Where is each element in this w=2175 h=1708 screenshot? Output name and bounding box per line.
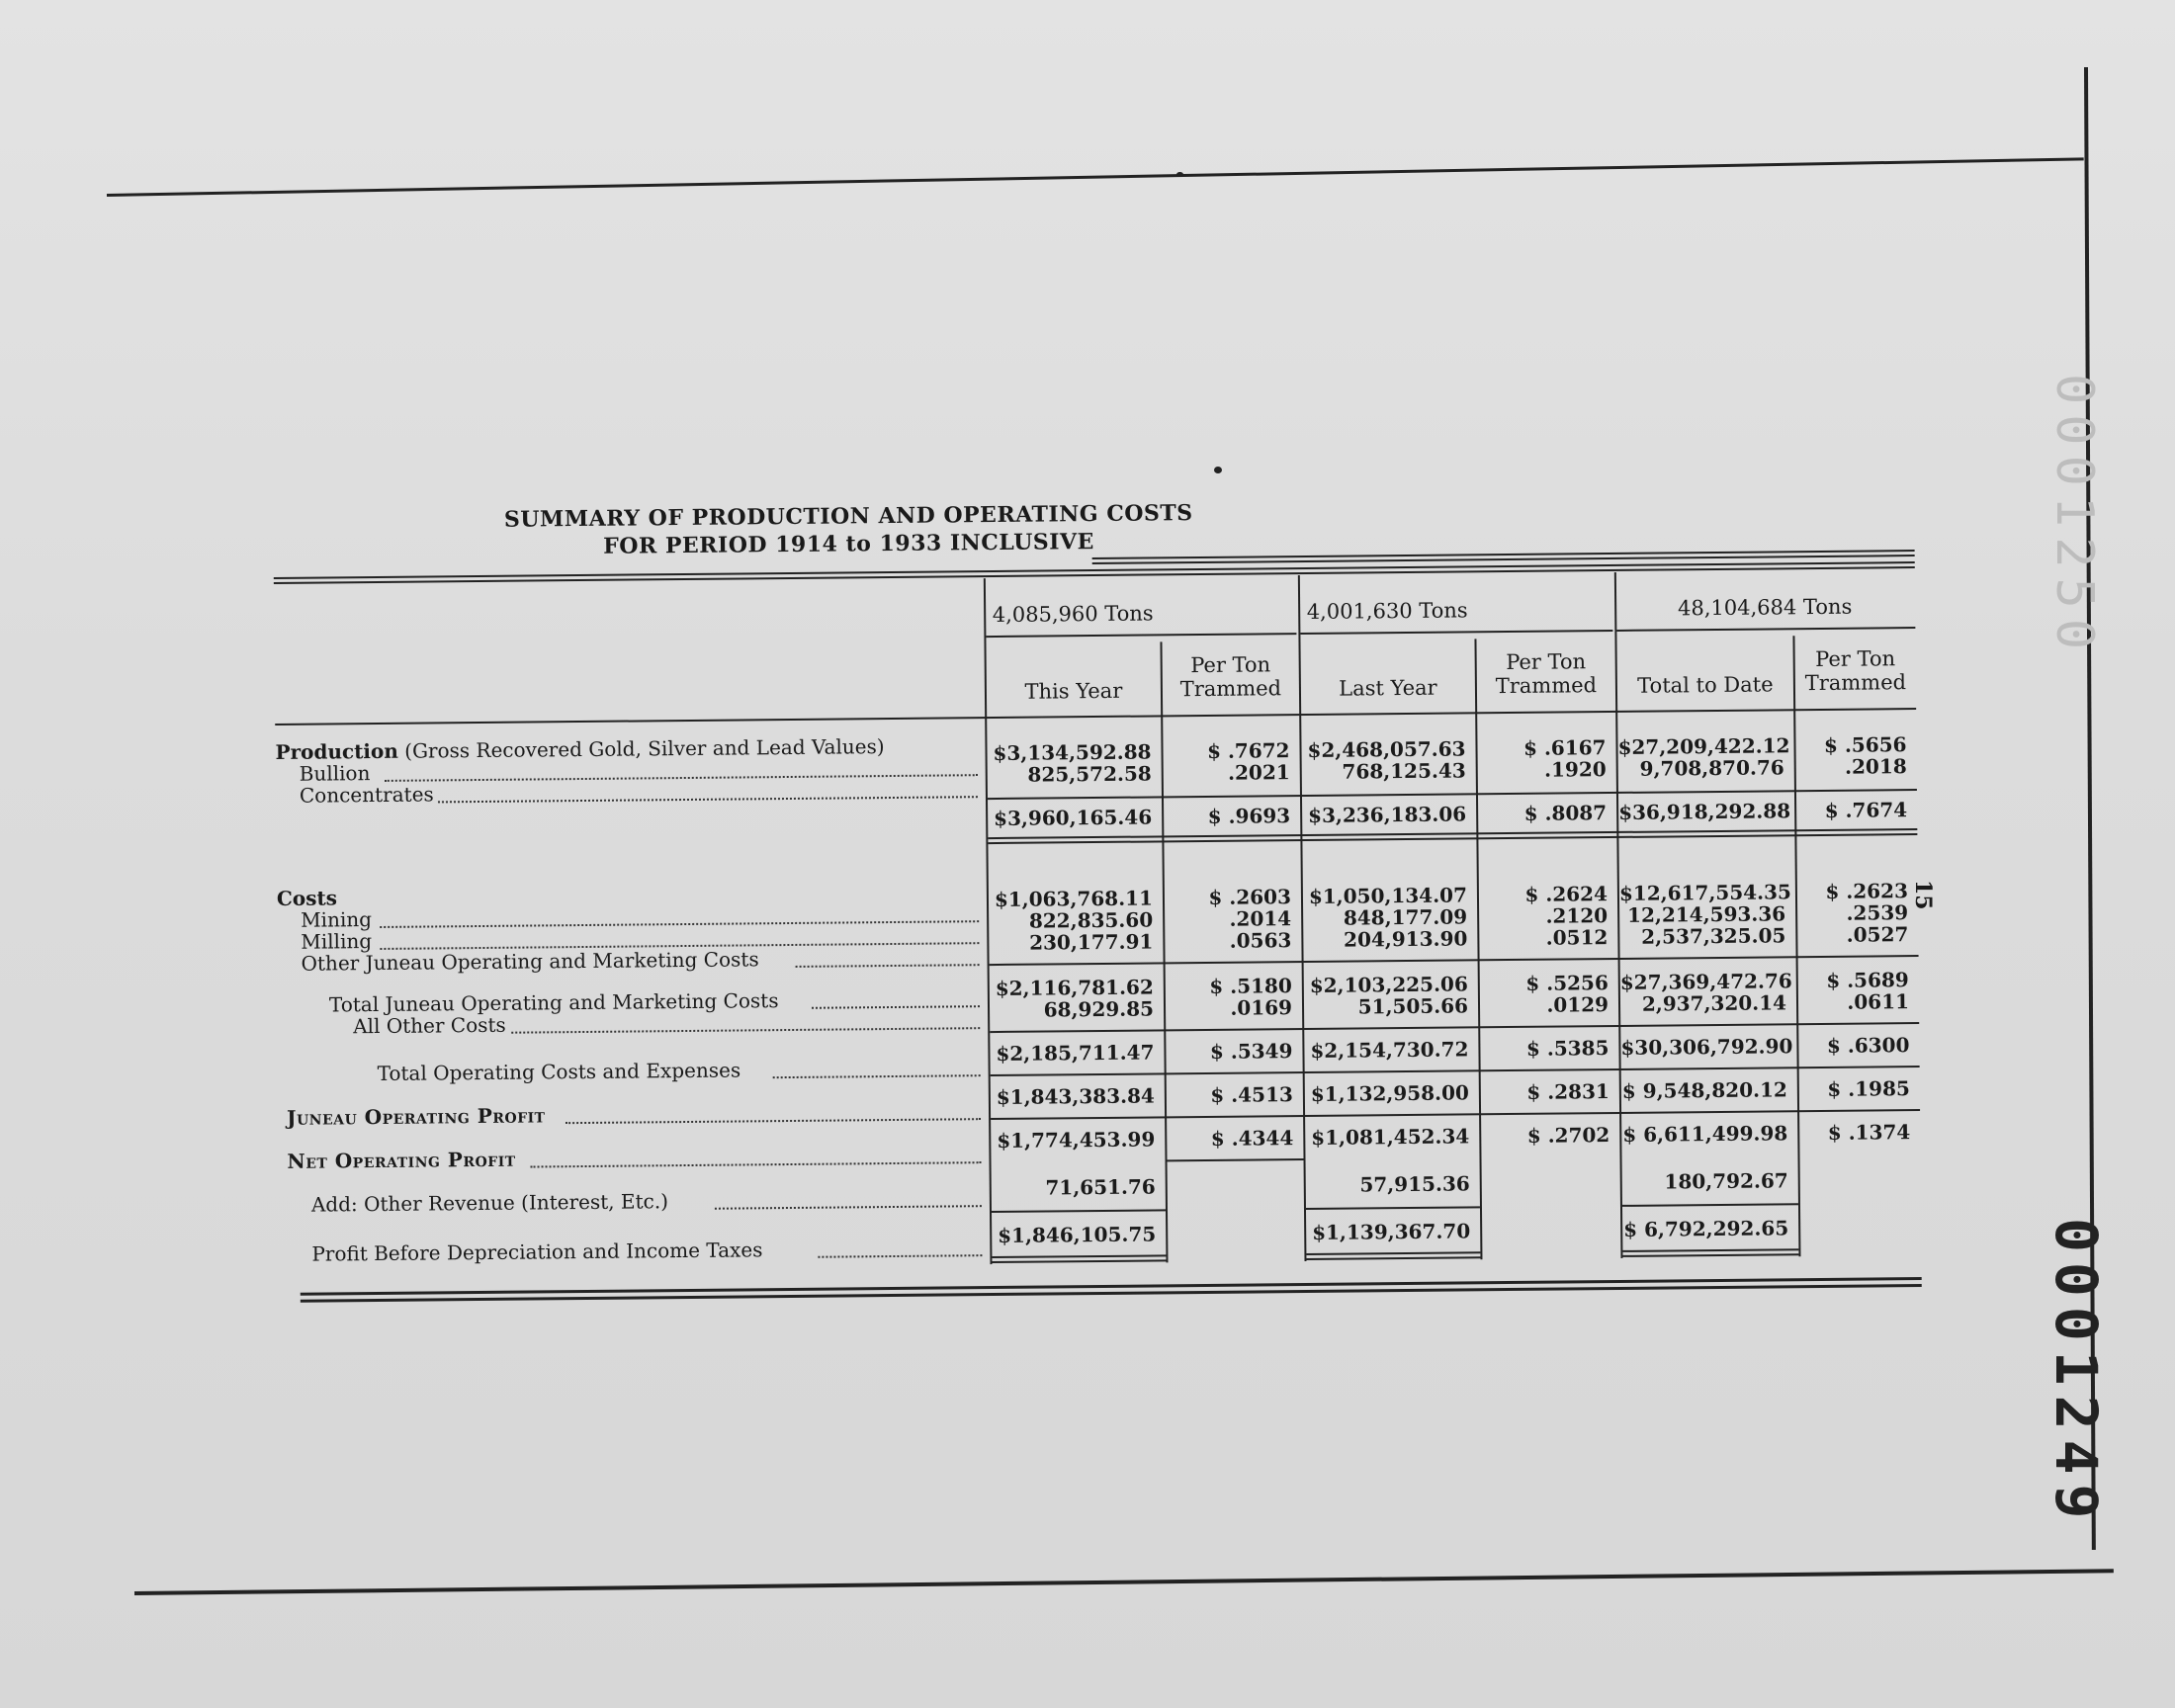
- milling-per-ton-td: .2539: [1846, 900, 1909, 925]
- label-bullion: Bullion: [299, 761, 371, 786]
- other-juneau-per-ton-ly: .0512: [1545, 925, 1609, 950]
- all-other-last-year: 51,505.66: [1357, 993, 1469, 1019]
- mining-per-ton-td: $ .2623: [1825, 879, 1909, 903]
- production-total-per-ton-ty: $ .9693: [1207, 804, 1291, 828]
- net-profit-this-year: $1,774,453.99: [997, 1127, 1156, 1153]
- header-this-year: This Year: [1024, 678, 1123, 704]
- total-double-rule: [988, 828, 1917, 844]
- milling-last-year: 848,177.09: [1343, 904, 1468, 930]
- all-other-per-ton-td: .0611: [1847, 989, 1910, 1014]
- juneau-profit-last-year: $1,132,958.00: [1310, 1080, 1469, 1106]
- column-divider: [1160, 641, 1168, 1262]
- subtotal-rule: [992, 1209, 1166, 1213]
- total-operating-last-year: $2,154,730.72: [1310, 1037, 1469, 1063]
- total-juneau-per-ton-ty: $ .5180: [1209, 974, 1292, 998]
- total-juneau-per-ton-td: $ .5689: [1826, 968, 1909, 992]
- label-concentrates: Concentrates: [299, 782, 434, 808]
- ink-speck: [1176, 172, 1183, 177]
- all-other-this-year: 68,929.85: [1043, 996, 1155, 1022]
- bullion-per-ton-ly: $ .6167: [1522, 735, 1607, 760]
- label-total-operating: Total Operating Costs and Expenses: [377, 1058, 741, 1086]
- final-double-rule: [992, 1254, 1166, 1263]
- juneau-profit-per-ton-ty: $ .4513: [1210, 1082, 1293, 1107]
- concentrates-total: 9,708,870.76: [1639, 755, 1784, 781]
- all-other-per-ton-ty: .0169: [1230, 995, 1293, 1020]
- mining-per-ton-ty: $ .2603: [1208, 885, 1292, 909]
- other-juneau-total: 2,537,325.05: [1641, 923, 1786, 949]
- mining-per-ton-ly: $ .2624: [1524, 882, 1609, 906]
- profit-before-total: $ 6,792,292.65: [1623, 1216, 1789, 1241]
- juneau-profit-total: $ 9,548,820.12: [1621, 1077, 1787, 1103]
- top-border-rule: [107, 157, 2084, 197]
- header-per-ton-2: Per Ton Trammed: [1495, 649, 1598, 699]
- table-top-double-rule: [274, 561, 1915, 584]
- milling-per-ton-ty: .2014: [1229, 906, 1292, 931]
- all-other-total: 2,937,320.14: [1641, 990, 1787, 1016]
- net-profit-last-year: $1,081,452.34: [1311, 1124, 1470, 1150]
- leader-dots: [566, 1118, 981, 1124]
- subtotal-rule: [991, 1066, 1920, 1076]
- bottom-border-rule: [134, 1569, 2114, 1595]
- label-mining: Mining: [301, 907, 373, 932]
- label-production: Production (Gross Recovered Gold, Silver and Lead Values): [275, 734, 885, 764]
- production-total-per-ton-td: $ .7674: [1824, 798, 1908, 822]
- leader-dots: [380, 920, 979, 928]
- table-bottom-double-rule: [301, 1277, 1922, 1303]
- milling-this-year: 822,835.60: [1028, 907, 1154, 933]
- group-tons-last-year: 4,001,630 Tons: [1306, 598, 1468, 624]
- group-tons-total: 48,104,684 Tons: [1677, 594, 1853, 621]
- leader-dots: [773, 1074, 981, 1078]
- group-rule: [1616, 627, 1915, 632]
- label-juneau-profit: Juneau Operating Profit: [286, 1103, 546, 1130]
- label-other-revenue: Add: Other Revenue (Interest, Etc.): [310, 1189, 669, 1217]
- concentrates-last-year: 768,125.43: [1342, 758, 1466, 784]
- column-divider: [1474, 639, 1482, 1259]
- summary-table: [273, 478, 1926, 1334]
- total-juneau-total: $27,369,472.76: [1619, 969, 1792, 994]
- subtotal-rule: [1622, 1203, 1798, 1207]
- milling-per-ton-ly: .2120: [1545, 903, 1609, 928]
- total-juneau-per-ton-ly: $ .5256: [1525, 971, 1609, 995]
- total-operating-per-ton-td: $ .6300: [1826, 1033, 1910, 1058]
- group-rule: [1300, 630, 1612, 635]
- bullion-this-year: $3,134,592.88: [993, 739, 1152, 766]
- profit-before-last-year: $1,139,367.70: [1312, 1219, 1471, 1244]
- other-juneau-per-ton-td: .0527: [1846, 922, 1909, 947]
- subtotal-rule: [1306, 1206, 1480, 1210]
- production-total-total: $36,918,292.88: [1618, 799, 1791, 824]
- label-all-other: All Other Costs: [353, 1012, 506, 1039]
- bullion-last-year: $2,468,057.63: [1307, 736, 1466, 762]
- bullion-per-ton-td: $ .5656: [1823, 732, 1907, 757]
- total-operating-this-year: $2,185,711.47: [996, 1040, 1155, 1067]
- juneau-profit-per-ton-td: $ .1985: [1827, 1076, 1910, 1101]
- header-total-to-date: Total to Date: [1637, 672, 1774, 698]
- leader-dots: [818, 1254, 982, 1258]
- net-profit-per-ton-td: $ .1374: [1827, 1120, 1911, 1145]
- label-total-juneau: Total Juneau Operating and Marketing Costs: [328, 988, 779, 1017]
- juneau-profit-per-ton-ly: $ .2831: [1526, 1079, 1610, 1104]
- bullion-per-ton-ty: $ .7672: [1206, 738, 1290, 763]
- mining-last-year: $1,050,134.07: [1308, 883, 1468, 908]
- label-profit-before: Profit Before Depreciation and Income Taxes: [311, 1238, 763, 1266]
- label-other-juneau: Other Juneau Operating and Marketing Costs: [301, 947, 759, 976]
- mining-this-year: $1,063,768.11: [994, 886, 1154, 912]
- milling-total: 12,214,593.36: [1626, 901, 1786, 927]
- concentrates-this-year: 825,572.58: [1027, 761, 1152, 787]
- total-operating-per-ton-ly: $ .5385: [1525, 1036, 1610, 1061]
- leader-dots: [531, 1161, 982, 1167]
- header-per-ton-1: Per Ton Trammed: [1179, 652, 1282, 702]
- other-revenue-last-year: 57,915.36: [1359, 1171, 1470, 1197]
- title-line-1: SUMMARY OF PRODUCTION AND OPERATING COSTS: [503, 500, 1193, 533]
- total-juneau-last-year: $2,103,225.06: [1309, 972, 1468, 997]
- header-bottom-rule: [275, 708, 1916, 726]
- other-revenue-this-year: 71,651.76: [1045, 1174, 1156, 1200]
- header-last-year: Last Year: [1339, 675, 1437, 701]
- subtotal-rule: [990, 1022, 1919, 1033]
- production-total-per-ton-ly: $ .8087: [1523, 801, 1608, 825]
- concentrates-per-ton-ly: .1920: [1543, 757, 1607, 782]
- ink-speck: [1214, 467, 1222, 473]
- total-operating-per-ton-ty: $ .5349: [1209, 1039, 1293, 1064]
- group-rule: [986, 633, 1296, 638]
- table-title: [273, 497, 1424, 563]
- net-profit-per-ton-ty: $ .4344: [1210, 1126, 1294, 1151]
- total-operating-total: $30,306,792.90: [1620, 1034, 1793, 1060]
- leader-dots: [511, 1027, 980, 1034]
- other-juneau-per-ton-ty: .0563: [1229, 928, 1292, 953]
- final-double-rule: [1622, 1248, 1798, 1257]
- label-costs: Costs: [276, 886, 338, 910]
- mining-total: $12,617,554.35: [1618, 880, 1792, 905]
- per-ton-close-rule: [1168, 1158, 1304, 1161]
- leader-dots: [438, 796, 978, 803]
- leader-dots: [715, 1205, 982, 1210]
- concentrates-per-ton-td: .2018: [1844, 754, 1907, 779]
- other-revenue-total: 180,792.67: [1664, 1168, 1788, 1194]
- net-profit-total: $ 6,611,499.98: [1622, 1121, 1788, 1147]
- concentrates-per-ton-ty: .2021: [1227, 760, 1290, 785]
- leader-dots: [796, 964, 980, 968]
- profit-before-this-year: $1,846,105.75: [998, 1222, 1157, 1247]
- final-double-rule: [1306, 1251, 1480, 1260]
- group-tons-this-year: 4,085,960 Tons: [992, 601, 1154, 628]
- leader-dots: [385, 774, 978, 782]
- subtotal-rule: [991, 1109, 1920, 1120]
- column-divider: [1792, 636, 1800, 1256]
- all-other-per-ton-ly: .0129: [1546, 992, 1610, 1017]
- net-profit-per-ton-ly: $ .2702: [1526, 1123, 1610, 1148]
- subtotal-rule: [990, 955, 1919, 966]
- document-stamp-number: 0001249: [2043, 1218, 2110, 1529]
- bullion-total: $27,209,422.12: [1617, 733, 1790, 759]
- total-juneau-this-year: $2,116,781.62: [995, 975, 1154, 1001]
- header-per-ton-3: Per Ton Trammed: [1804, 646, 1907, 696]
- page-number: 15: [1910, 880, 1936, 910]
- juneau-profit-this-year: $1,843,383.84: [996, 1083, 1155, 1110]
- production-total-last-year: $3,236,183.06: [1307, 802, 1467, 827]
- leader-dots: [812, 1005, 980, 1009]
- title-line-2: FOR PERIOD 1914 to 1933 INCLUSIVE: [603, 529, 1094, 559]
- production-total-this-year: $3,960,165.46: [994, 805, 1153, 831]
- label-net-profit: Net Operating Profit: [287, 1147, 516, 1173]
- faint-stamp-number: 0001250: [2044, 374, 2104, 660]
- other-juneau-last-year: 204,913.90: [1343, 926, 1468, 952]
- label-milling: Milling: [301, 929, 373, 954]
- other-juneau-this-year: 230,177.91: [1029, 929, 1154, 955]
